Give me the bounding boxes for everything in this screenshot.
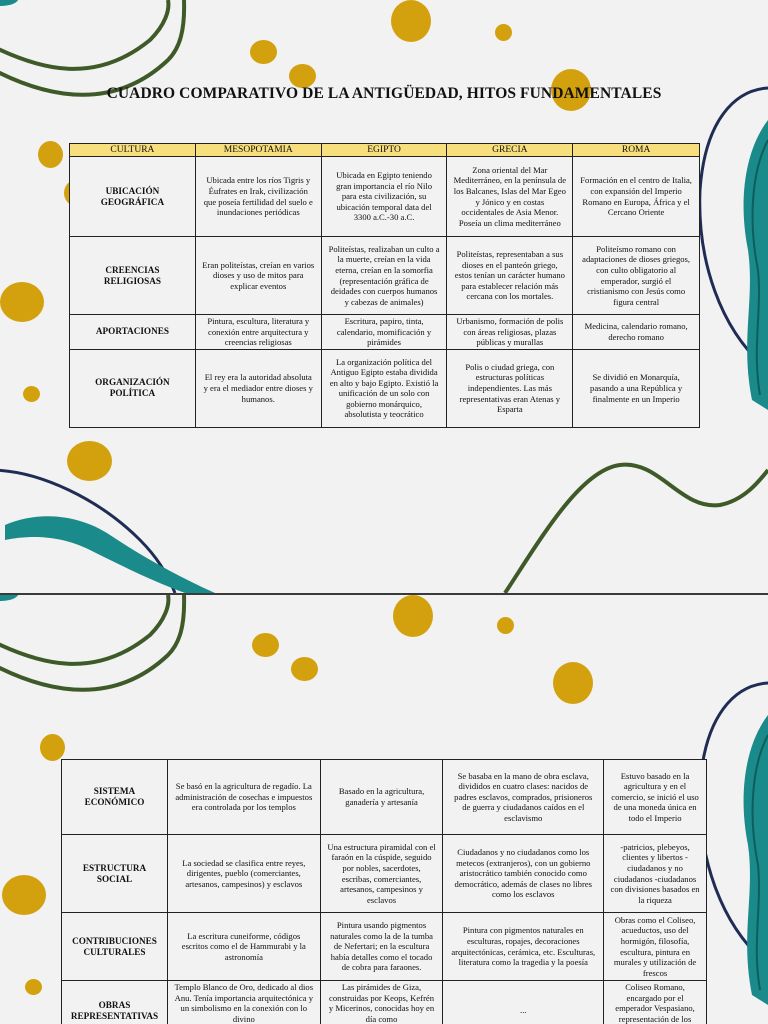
table-cell: Estuvo basado en la agricultura y en el comercio, se inició el uso de una moneda única en todo el Imperio [604,760,707,835]
table-cell: Medicina, calendario romano, derecho romano [573,315,700,350]
table-row [62,981,707,1024]
gold-dot [2,875,46,915]
gold-dot [40,734,65,761]
gold-dot [393,595,433,637]
table-cell: La organización política del Antiguo Egipto estaba dividida en alto y bajo Egipto. Existió la unificación de un solo con gobierno monárquico, absolutista y teocrático [321,349,447,427]
table-cell: Formación en el centro de Italia, con expansión del Imperio Romano en Europa, África y el Cercano Oriente [573,157,700,237]
comparison-table-1 [69,143,700,428]
row-label: SISTEMA ECONÓMICO [62,760,168,835]
table-cell: Se dividió en Monarquía, pasando a una República y finalmente en un Imperio [573,349,700,427]
table-cell: La sociedad se clasifica entre reyes, dirigentes, pueblo (comerciantes, artesanos, campesinos) y esclavos [167,835,320,913]
table-cell: Escritura, papiro, tinta, calendario, momificación y pirámides [321,315,447,350]
header-roma: ROMA [573,144,700,157]
table-row [70,237,700,315]
table-cell: Zona oriental del Mar Mediterráneo, en la península de los Balcanes, Islas del Mar Egeo y Jónico y en costas occidentales de Asia Menor. Poseía un clima mediterráneo [447,157,573,237]
page-title: CUADRO COMPARATIVO DE LA ANTIGÜEDAD, HITOS FUNDAMENTALES [106,85,662,102]
header-mesopotamia: MESOPOTAMIA [195,144,321,157]
table-row [70,315,700,350]
table-cell: Ubicada en Egipto teniendo gran importancia el río Nilo para esta civilización, su ubicación temporal data del 3300 a.C.-30 a.C. [321,157,447,237]
table-cell: Pintura, escultura, literatura y conexión entre arquitectura y creencias religiosas [195,315,321,350]
gold-dot [252,633,279,657]
table-cell: Ubicada entre los ríos Tigris y Éufrates en Irak, civilización que poseía fertilidad del suelo e inundaciones periódicas [195,157,321,237]
table-cell: Eran politeístas, creían en varios dioses y uso de mitos para explicar eventos [195,237,321,315]
gold-dot [38,141,63,168]
gold-dot [553,662,593,704]
table-row [62,835,707,913]
comparison-table-2 [61,759,707,1024]
gold-dot [497,617,514,634]
table-row [70,349,700,427]
table-cell: Polis o ciudad griega, con estructuras políticas independientes. Las más representativas eran Atenas y Esparta [447,349,573,427]
table-cell: La escritura cuneiforme, códigos escritos como el de Hammurabi y la astronomía [167,913,320,981]
table-cell: Politeístas, representaban a sus dioses en el panteón griego, estos tenían un carácter humano para establecer relación más cercana con los mortales. [447,237,573,315]
table-cell: Urbanismo, formación de polis con áreas religiosas, plazas públicas y murallas [447,315,573,350]
table-cell: Las pirámides de Giza, construidas por Keops, Kefrén y Micerinos, conocidas hoy en día como [320,981,443,1024]
table-row [62,913,707,981]
gold-dot [23,386,40,402]
row-label: APORTACIONES [70,315,196,350]
table-cell: El rey era la autoridad absoluta y era el mediador entre dioses y humanos. [195,349,321,427]
table-header-row [70,144,700,157]
header-cultura: CULTURA [70,144,196,157]
slide-2 [0,595,768,1024]
gold-dot [250,40,277,64]
row-label: CONTRIBUCIONES CULTURALES [62,913,168,981]
table-cell: Se basaba en la mano de obra esclava, divididos en cuatro clases: nacidos de padres esclavos, comprados, prisioneros de guerra y ciudadanos caídos en el esclavismo [443,760,604,835]
table-row [62,760,707,835]
gold-dot [495,24,512,41]
row-label: ORGANIZACIÓN POLÍTICA [70,349,196,427]
table-cell: Politeísmo romano con adaptaciones de dioses griegos, con culto obligatorio al emperador, surgió el cristianismo con Jesús como figura central [573,237,700,315]
table-cell: Basado en la agricultura, ganadería y artesanía [320,760,443,835]
table-cell: Una estructura piramidal con el faraón en la cúspide, seguido por nobles, sacerdotes, escribas, comerciantes, artesanos, campesinos y esclavos [320,835,443,913]
table-cell: Se basó en la agricultura de regadío. La administración de cosechas e impuestos era controlada por los templos [167,760,320,835]
header-egipto: EGIPTO [321,144,447,157]
gold-dot [25,979,42,995]
table-row [70,157,700,237]
table-cell: Ciudadanos y no ciudadanos como los metecos (extranjeros), con un gobierno aristocrático también conocido como democrático, además de clases no libres como los esclavos [443,835,604,913]
table-cell: Coliseo Romano, encargado por el emperador Vespasiano, representación de los [604,981,707,1024]
gold-dot [67,441,112,481]
header-grecia: GRECIA [447,144,573,157]
table-cell: Obras como el Coliseo, acueductos, uso del hormigón, filosofía, escultura, pintura en murales y utilización de frescos [604,913,707,981]
table-cell: Politeístas, realizaban un culto a la muerte, creían en la vida eterna, creían en la somorfia (representación gráfica de deidades con cuerpos humanos y cabezas de animales) [321,237,447,315]
row-label: ESTRUCTURA SOCIAL [62,835,168,913]
row-label: UBICACIÓN GEOGRÁFICA [70,157,196,237]
table-cell: Templo Blanco de Oro, dedicado al dios Anu. Tenía importancia arquitectónica y un simbolismo en la conexión con lo divino [167,981,320,1024]
gold-dot [391,0,431,42]
table-cell: ... [443,981,604,1024]
row-label: CREENCIAS RELIGIOSAS [70,237,196,315]
table-cell: Pintura usando pigmentos naturales como la de la tumba de Nefertari; en la escultura había detalles como el tocado de cobra para faraones. [320,913,443,981]
row-label: OBRAS REPRESENTATIVAS [62,981,168,1024]
table-cell: -patricios, plebeyos, clientes y libertos -ciudadanos y no ciudadanos -ciudadanos con divisiones basados en la riqueza [604,835,707,913]
gold-dot [0,282,44,322]
gold-dot [291,657,318,681]
table-cell: Pintura con pigmentos naturales en esculturas, ropajes, decoraciones arquitectónicas, cerámica, etc. Esculturas, literatura como la tragedia y la poesía [443,913,604,981]
